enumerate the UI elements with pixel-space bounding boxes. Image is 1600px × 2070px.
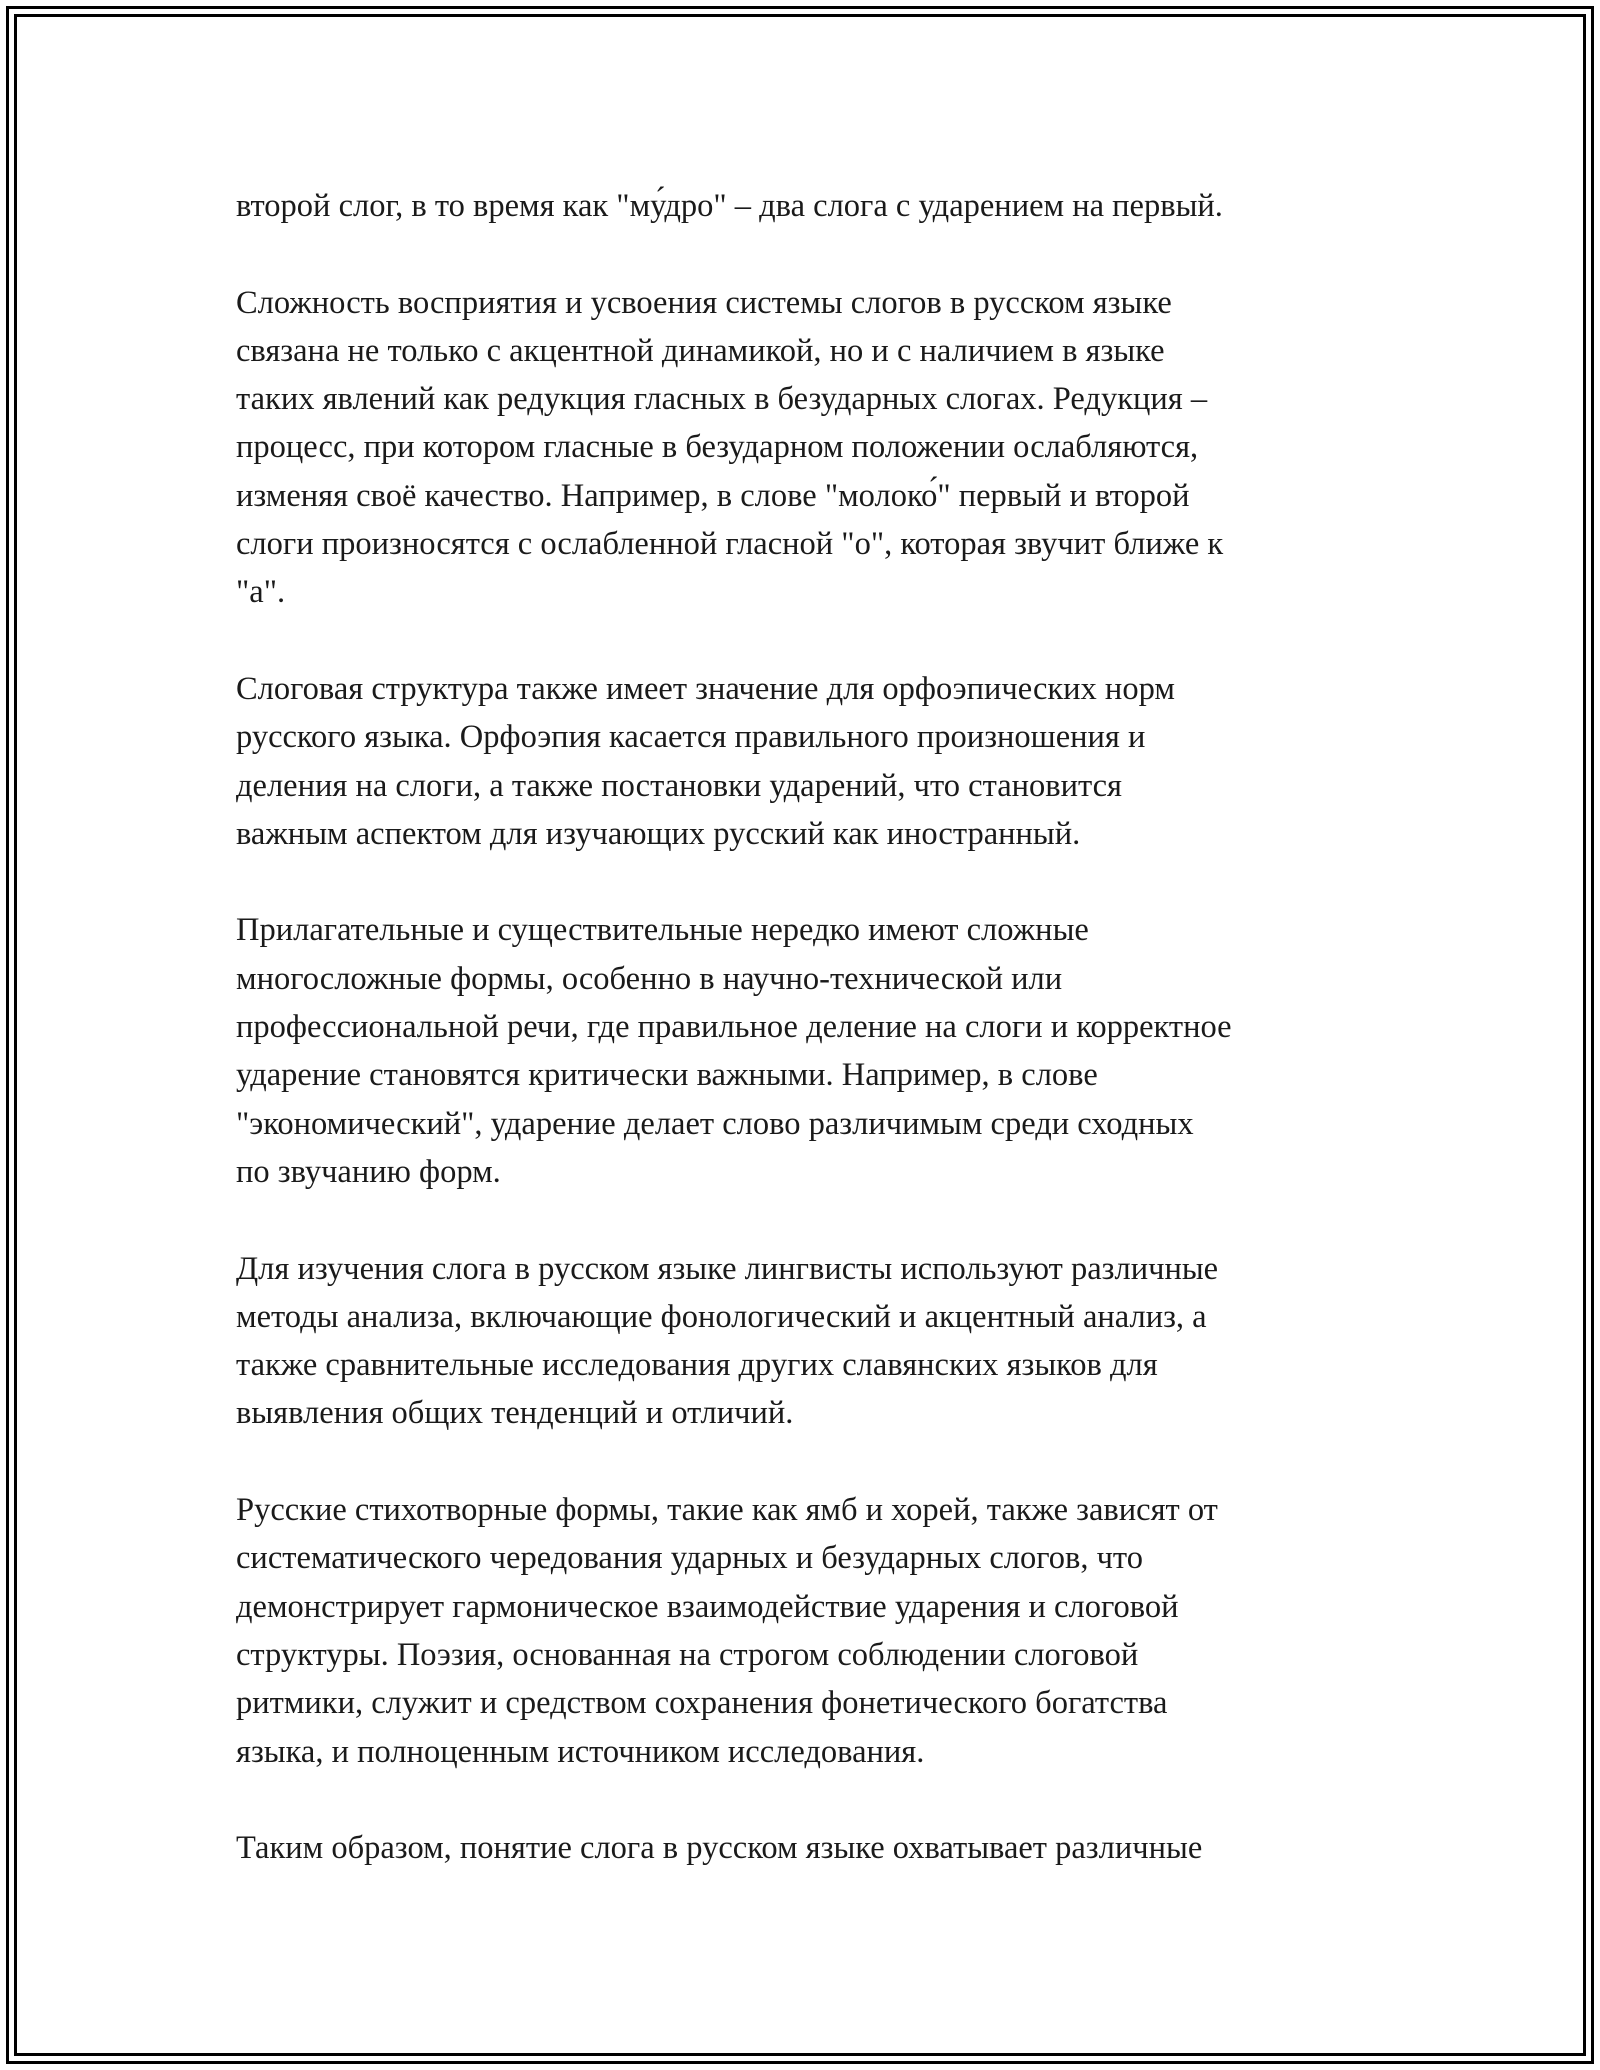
paragraph: Таким образом, понятие слога в русском языке охватывает различные (236, 1830, 1203, 1867)
paragraph: Для изучения слога в русском языке лингвисты используют различные методы анализа, включающие фонологический и акцентный анализ, а также сравнительные исследования других славянских языков для выявления общих тенденций и отличий. (236, 1250, 1219, 1432)
paragraph: второй слог, в то время как "му́дро" – два слога с ударением на первый. (236, 188, 1223, 224)
paragraph: Слоговая структура также имеет значение для орфоэпических норм русского языка. Орфоэпия касается правильного произношения и деления на слоги, а также постановки ударений, что становится важным аспектом для изучающих русский как иностранный. (236, 670, 1175, 852)
document-body (236, 182, 1376, 1872)
paragraph: Русские стихотворные формы, такие как ямб и хорей, также зависят от систематического чередования ударных и безударных слогов, что демонстрирует гармоническое взаимодействие ударения и слоговой структуры. Поэзия, основанная на строгом соблюдении слоговой ритмики, служит и средством сохранения фонетического богатства языка, и полноценным источником исследования. (236, 1492, 1218, 1770)
paragraph: Прилагательные и существительные нередко имеют сложные многосложные формы, особенно в научно-технической или профессиональной речи, где правильное деление на слоги и корректное ударение становятся критически важными. Например, в слове "экономический", ударение делает слово различимым среди сходных по звучанию форм. (236, 912, 1232, 1190)
paragraph: Сложность восприятия и усвоения системы слогов в русском языке связана не только с акцентной динамикой, но и с наличием в языке таких явлений как редукция гласных в безударных слогах. Редукция – процесс, при котором гласные в безударном положении ослабляются, изменяя своё качество. Например, в слове "молоко́" первый и второй слоги произносятся с ослабленной гласной "о", которая звучит ближе к "а". (236, 284, 1224, 611)
